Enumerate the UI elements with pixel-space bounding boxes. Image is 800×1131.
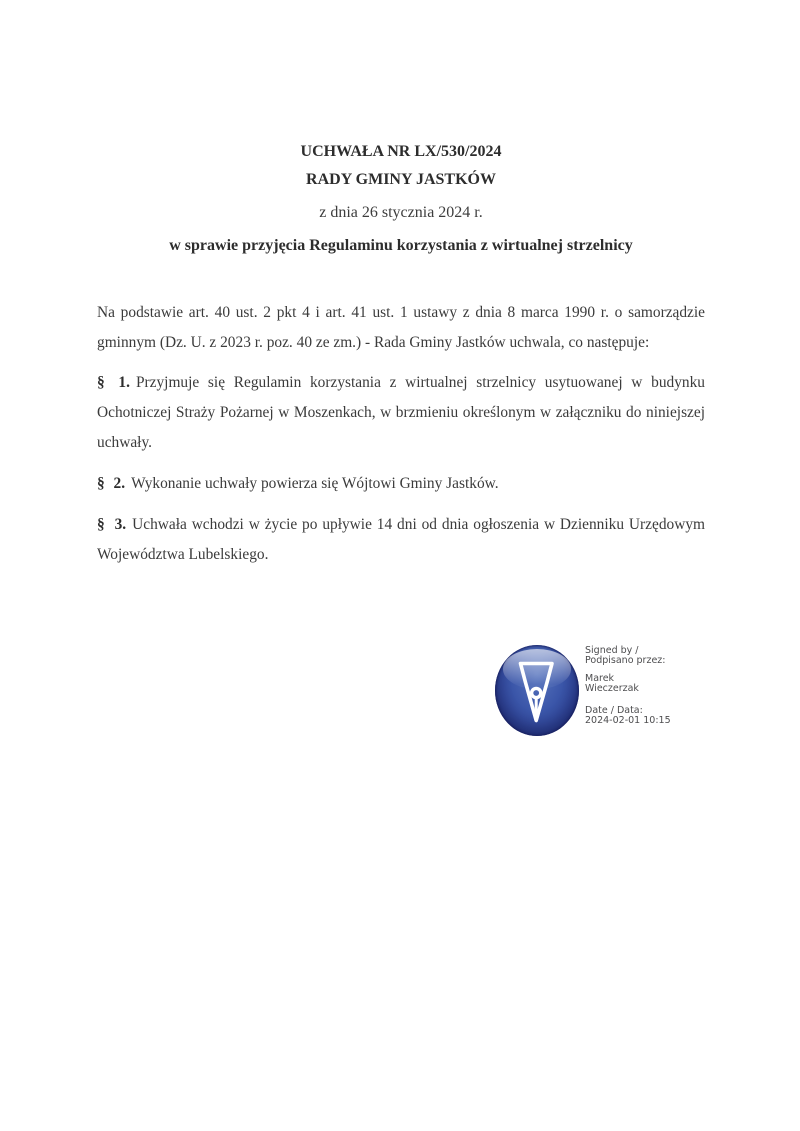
resolution-number: UCHWAŁA NR LX/530/2024: [300, 143, 502, 160]
signature-date: [585, 706, 671, 726]
resolution-subject: w sprawie przyjęcia Regulaminu korzystania z wirtualnej strzelnicy: [169, 237, 633, 254]
section-2-paragraph: [97, 469, 705, 499]
issuing-authority: RADY GMINY JASTKÓW: [306, 171, 496, 188]
section-1-text: Przyjmuje się Regulamin korzystania z wirtualnej strzelnicy usytuowanej w budynku Ochotniczej Straży Pożarnej w Moszenkach, w brzmieniu określonym w załączniku do niniejszej uchwały.: [97, 374, 705, 451]
signer-name: [585, 674, 671, 694]
signer-last-name: Wieczerzak: [585, 683, 639, 694]
pen-nib-icon: [495, 645, 579, 736]
date-label: Date / Data:: [585, 705, 643, 716]
section-2-marker: § 2.: [97, 475, 126, 492]
resolution-date: z dnia 26 stycznia 2024 r.: [319, 204, 483, 221]
legal-basis-paragraph: Na podstawie art. 40 ust. 2 pkt 4 i art. 41 ust. 1 ustawy z dnia 8 marca 1990 r. o samorządzie gminnym (Dz. U. z 2023 r. poz. 40 ze zm.) - Rada Gminy Jastków uchwala, co następuje:: [97, 304, 705, 351]
section-3-paragraph: [97, 510, 705, 570]
signed-by-label: [585, 646, 671, 666]
signer-first-name: Marek: [585, 673, 615, 684]
signature-details: [585, 645, 671, 726]
section-1-paragraph: [97, 368, 705, 458]
date-value: 2024-02-01 10:15: [585, 715, 671, 726]
section-1-marker: § 1.: [97, 374, 130, 391]
signed-by-line2: Podpisano przez:: [585, 655, 666, 666]
section-2-text: Wykonanie uchwały powierza się Wójtowi Gminy Jastków.: [131, 475, 499, 492]
section-3-text: Uchwała wchodzi w życie po upływie 14 dni od dnia ogłoszenia w Dzienniku Urzędowym Województwa Lubelskiego.: [97, 516, 705, 563]
signature-block: [495, 645, 705, 736]
signed-by-line1: Signed by /: [585, 645, 639, 656]
section-3-marker: § 3.: [97, 516, 127, 533]
pen-nib-glyph: [495, 645, 579, 736]
